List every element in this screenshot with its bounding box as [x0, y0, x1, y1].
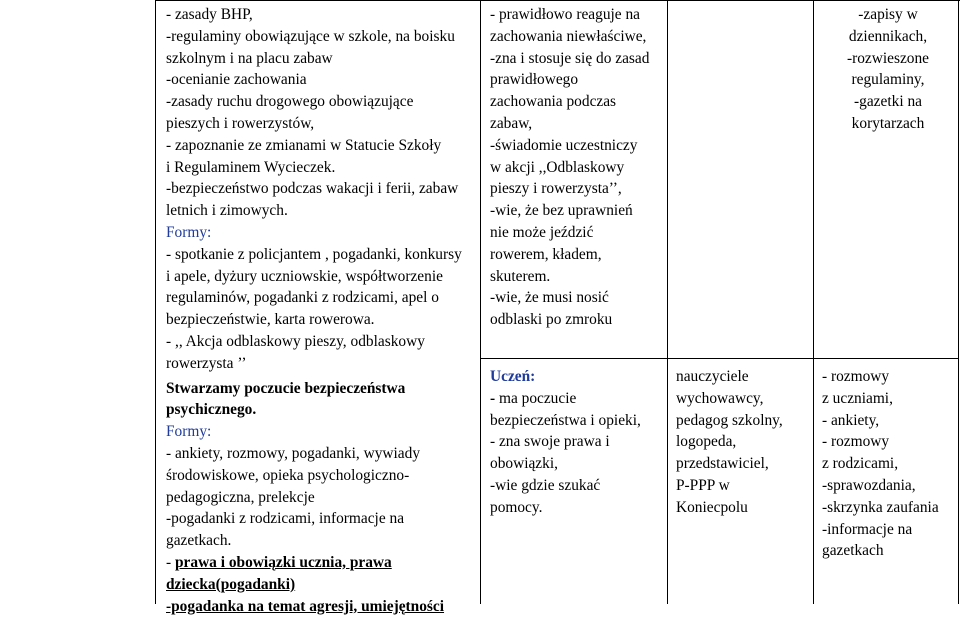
list-item: -wie, że musi nosić — [490, 289, 609, 307]
list-item: -pogadanki z rodzicami, informacje na — [166, 510, 405, 528]
col1-top-list — [166, 4, 466, 222]
list-item: -regulaminy obowiązujące w szkole, na boisku — [166, 27, 455, 45]
list-item: gazetkach. — [166, 532, 232, 550]
list-item: - ankiety, — [822, 411, 880, 429]
list-item: prawidłowego — [490, 71, 579, 89]
list-item: - rozmowy — [822, 368, 890, 385]
list-item: nauczyciele — [676, 368, 749, 385]
list-item: pieszy i rowerzysta’’, — [490, 180, 622, 198]
list-item: odblaski po zmroku — [490, 311, 613, 329]
list-item: regulaminy, — [851, 71, 925, 89]
list-item: dziennikach, — [848, 27, 928, 45]
formy-label-1: Formy: — [166, 223, 212, 241]
student-label: Uczeń: — [490, 368, 536, 385]
col2-top-cell — [490, 4, 670, 331]
list-item: logopeda, — [676, 433, 737, 451]
list-item: pomocy. — [490, 498, 543, 516]
list-item: -wie, że bez uprawnień — [490, 202, 633, 220]
list-item: - zna swoje prawa i — [490, 433, 610, 451]
list-item: P-PPP w — [676, 476, 730, 494]
table-border-top — [155, 0, 960, 1]
list-item: skuterem. — [490, 267, 551, 285]
list-item: - ma poczucie — [490, 389, 577, 407]
list-item: w akcji ,,Odblaskowy — [490, 158, 625, 176]
list-item: nie może jeździć — [490, 223, 594, 241]
list-item: Koniecpolu — [676, 498, 748, 516]
list-item: obowiązki, — [490, 455, 558, 473]
list-item: zachowania niewłaściwe, — [490, 27, 647, 45]
list-item: - spotkanie z policjantem , pogadanki, konkursy — [166, 245, 462, 263]
col3-bottom-cell — [676, 366, 806, 519]
col-divider-1 — [480, 0, 481, 604]
list-item: bezpieczeństwa i opieki, — [490, 411, 641, 429]
list-item: pieszych i rowerzystów, — [166, 114, 315, 132]
list-item: środowiskowe, opieka psychologiczno- — [166, 466, 410, 484]
col2-bottom-cell — [490, 366, 670, 519]
list-item: - zapoznanie ze zmianami w Statucie Szkoły — [166, 136, 442, 154]
list-item: -skrzynka zaufania — [822, 498, 939, 516]
list-item: zabaw, — [490, 114, 533, 132]
col1-cell — [166, 4, 466, 617]
list-item: z rodzicami, — [822, 455, 899, 473]
table-border-right — [958, 0, 959, 604]
list-item: z uczniami, — [822, 389, 893, 407]
list-item: rowerem, kładem, — [490, 245, 602, 263]
list-item: - rozmowy — [822, 433, 890, 451]
list-item: -zna i stosuje się do zasad — [490, 49, 650, 67]
col-divider-3 — [813, 0, 814, 604]
list-item: -rozwieszone — [846, 49, 930, 67]
list-item: i apele, dyżury uczniowskie, współtworzenie — [166, 267, 443, 285]
list-item: pedagogiczna, prelekcje — [166, 488, 315, 506]
col1-formy1-list — [166, 244, 466, 375]
list-item: -zasady ruchu drogowego obowiązujące — [166, 93, 414, 111]
list-item: i Regulaminem Wycieczek. — [166, 158, 336, 176]
col1-formy2-list — [166, 443, 466, 552]
formy-label-2: Formy: — [166, 423, 212, 441]
underlined-topic: - prawa i obowiązki ucznia, prawa — [166, 553, 392, 571]
section-heading: Stwarzamy poczucie bezpieczeństwa — [166, 379, 406, 397]
list-item: szkolnym i na placu zabaw — [166, 49, 333, 67]
list-item: rowerzysta ’’ — [166, 354, 247, 372]
section-heading-cont: psychicznego. — [166, 401, 257, 419]
list-item: gazetkach — [822, 542, 884, 560]
list-item: korytarzach — [851, 114, 925, 132]
underlined-topic-cont: dziecka(pogadanki) — [166, 575, 296, 593]
underlined-topic-cont: -pogadanka na temat agresji, umiejętności — [166, 597, 445, 615]
list-item: -świadomie uczestniczy — [490, 136, 638, 154]
list-item: wychowawcy, — [676, 389, 764, 407]
list-item: -gazetki na — [854, 93, 922, 111]
list-item: -zapisy w — [858, 6, 918, 23]
list-item: -ocenianie zachowania — [166, 71, 307, 89]
list-item: pedagog szkolny, — [676, 411, 783, 429]
list-item: przedstawiciel, — [676, 455, 769, 473]
list-item: -wie gdzie szukać — [490, 476, 601, 494]
col4-top-cell — [822, 4, 954, 135]
list-item: regulaminów, pogadanki z rodzicami, apel o — [166, 289, 439, 307]
list-item: -bezpieczeństwo podczas wakacji i ferii, zabaw — [166, 180, 459, 198]
row-divider — [480, 358, 958, 359]
list-item: -informacje na — [822, 520, 913, 538]
list-item: - ankiety, rozmowy, pogadanki, wywiady — [166, 444, 421, 462]
table-border-left — [155, 0, 156, 604]
list-item: -sprawozdania, — [822, 476, 916, 494]
list-item: bezpieczeństwie, karta rowerowa. — [166, 311, 375, 329]
list-item: letnich i zimowych. — [166, 202, 288, 220]
list-item: zachowania podczas — [490, 93, 617, 111]
col4-bottom-cell — [822, 366, 954, 562]
list-item: - ,, Akcja odblaskowy pieszy, odblaskowy — [166, 332, 425, 350]
list-item: - prawidłowo reaguje na — [490, 6, 640, 23]
list-item: - zasady BHP, — [166, 6, 253, 23]
